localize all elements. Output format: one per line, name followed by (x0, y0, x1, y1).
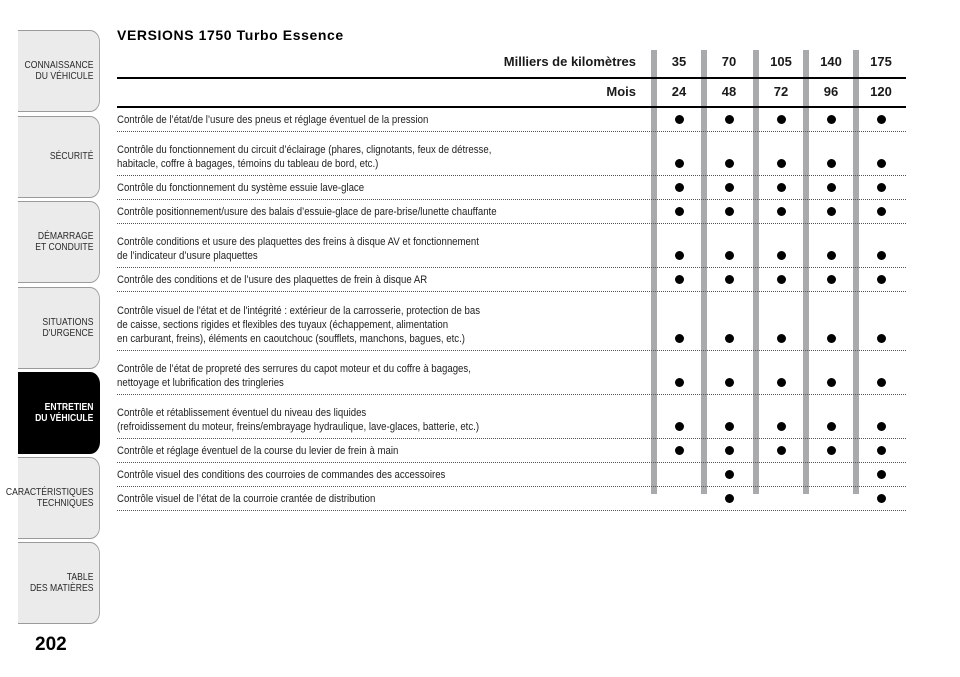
check-dot-icon (725, 378, 734, 387)
chapter-tab[interactable] (18, 201, 100, 283)
months-value: 48 (721, 84, 737, 99)
row-description (117, 492, 564, 506)
check-dot-icon (877, 422, 886, 431)
table-row (117, 291, 906, 350)
check-dot-icon (725, 334, 734, 343)
months-value: 72 (773, 84, 789, 99)
row-description-line: Contrôle et rétablissement éventuel du niveau des liquides (117, 407, 367, 419)
check-dot-icon (827, 334, 836, 343)
check-dot-icon (777, 207, 786, 216)
check-dot-icon (827, 207, 836, 216)
chapter-tab-label: D'URGENCE (42, 327, 94, 339)
chapter-tab-label: DU VÉHICULE (35, 412, 94, 424)
check-dot-icon (675, 159, 684, 168)
check-dot-icon (827, 378, 836, 387)
check-dot-icon (777, 251, 786, 260)
table-row (117, 175, 906, 199)
check-dot-icon (675, 115, 684, 124)
row-description-line: Contrôle visuel de l'état et de l'intégrité : extérieur de la carrosserie, protection de bas (117, 305, 481, 317)
table-row (117, 462, 906, 486)
check-dot-icon (675, 334, 684, 343)
check-dot-icon (675, 207, 684, 216)
chapter-tab[interactable] (18, 542, 100, 624)
row-description-line: Contrôle positionnement/usure des balais d’essuie-glace de pare-brise/lunette chauffante (117, 206, 497, 218)
chapter-tab[interactable] (18, 372, 100, 454)
check-dot-icon (827, 446, 836, 455)
check-dot-icon (725, 159, 734, 168)
page-number: 202 (35, 634, 67, 655)
check-dot-icon (675, 275, 684, 284)
header-km-label: Milliers de kilomètres (503, 54, 636, 69)
chapter-tab-label: SÉCURITÉ (49, 150, 94, 163)
check-dot-icon (725, 251, 734, 260)
chapter-tab-label: CARACTÉRISTIQUES (5, 485, 94, 498)
row-description (117, 143, 564, 171)
check-dot-icon (827, 159, 836, 168)
check-dot-icon (777, 115, 786, 124)
table-row (117, 199, 906, 223)
row-description (117, 304, 564, 346)
check-dot-icon (675, 422, 684, 431)
table-row (117, 394, 906, 438)
row-description (117, 235, 564, 263)
row-description (117, 468, 564, 482)
row-description-line: nettoyage et lubrification des tringleries (117, 377, 284, 389)
check-dot-icon (675, 251, 684, 260)
check-dot-icon (827, 422, 836, 431)
table-row (117, 267, 906, 291)
chapter-tab-label: ENTRETIEN (44, 400, 94, 413)
row-description-line: (refroidissement du moteur, freins/embrayage hydraulique, lave-glaces, batterie, etc.) (117, 421, 480, 433)
km-value: 35 (671, 54, 687, 69)
chapter-tab-label: DES MATIÈRES (29, 582, 94, 594)
row-description-line: Contrôle visuel des conditions des courroies de commandes des accessoires (117, 469, 446, 481)
row-description-line: Contrôle des conditions et de l’usure des plaquettes de frein à disque AR (117, 274, 428, 286)
chapter-tab-label: CONNAISSANCE (24, 58, 94, 71)
check-dot-icon (827, 183, 836, 192)
chapter-tab-label: DU VÉHICULE (35, 70, 94, 82)
check-dot-icon (877, 334, 886, 343)
header-km-row (117, 51, 906, 73)
check-dot-icon (877, 494, 886, 503)
table-title: VERSIONS 1750 Turbo Essence (117, 27, 344, 43)
row-description-line: Contrôle conditions et usure des plaquettes des freins à disque AV et fonctionnement (117, 236, 479, 248)
chapter-tab-label: TABLE (66, 570, 94, 583)
chapter-tab[interactable] (18, 116, 100, 198)
check-dot-icon (777, 422, 786, 431)
check-dot-icon (777, 183, 786, 192)
table-row (117, 350, 906, 394)
chapter-tab[interactable] (18, 30, 100, 112)
check-dot-icon (877, 115, 886, 124)
table-row (117, 131, 906, 175)
row-description (117, 113, 564, 127)
table-row (117, 438, 906, 462)
row-description-line: habitacle, coffre à bagages, témoins du tableau de bord, etc.) (117, 158, 379, 170)
row-description-line: en carburant, freins), éléments en caoutchouc (soufflets, manchons, bagues, etc.) (117, 333, 465, 345)
check-dot-icon (777, 159, 786, 168)
check-dot-icon (725, 470, 734, 479)
check-dot-icon (877, 183, 886, 192)
months-value: 120 (870, 84, 892, 99)
check-dot-icon (877, 159, 886, 168)
row-description (117, 181, 564, 195)
check-dot-icon (725, 207, 734, 216)
row-description-line: de caisse, sections rigides et flexibles des tuyaux (échappement, alimentation (117, 319, 449, 331)
check-dot-icon (877, 446, 886, 455)
km-value: 70 (721, 54, 737, 69)
months-value: 24 (671, 84, 687, 99)
chapter-tab-label: SITUATIONS (42, 315, 94, 328)
check-dot-icon (777, 378, 786, 387)
row-description (117, 444, 564, 458)
row-description-line: de l’indicateur d’usure plaquettes (117, 250, 258, 262)
check-dot-icon (777, 334, 786, 343)
check-dot-icon (675, 183, 684, 192)
check-dot-icon (777, 275, 786, 284)
check-dot-icon (827, 275, 836, 284)
row-divider (117, 510, 906, 511)
check-dot-icon (725, 275, 734, 284)
row-description-line: Contrôle et réglage éventuel de la course du levier de frein à main (117, 445, 399, 457)
km-value: 140 (820, 54, 842, 69)
check-dot-icon (877, 207, 886, 216)
check-dot-icon (827, 251, 836, 260)
table-row (117, 107, 906, 131)
row-description-line: Contrôle du fonctionnement du système essuie lave-glace (117, 182, 365, 194)
check-dot-icon (675, 446, 684, 455)
header-months-label: Mois (606, 84, 636, 99)
months-value: 96 (823, 84, 839, 99)
row-description (117, 273, 564, 287)
header-months-row (117, 81, 906, 103)
row-description-line: Contrôle visuel de l’état de la courroie crantée de distribution (117, 493, 376, 505)
chapter-sidebar (0, 0, 102, 677)
check-dot-icon (777, 446, 786, 455)
chapter-tab-label: ET CONDUITE (35, 241, 94, 253)
check-dot-icon (827, 115, 836, 124)
km-value: 105 (770, 54, 792, 69)
check-dot-icon (725, 446, 734, 455)
row-description (117, 362, 564, 390)
chapter-tab[interactable] (5, 457, 100, 539)
chapter-tab-label: TECHNIQUES (36, 497, 94, 509)
km-value: 175 (870, 54, 892, 69)
row-description-line: Contrôle de l’état/de l’usure des pneus et réglage éventuel de la pression (117, 114, 429, 126)
row-description-line: Contrôle du fonctionnement du circuit d’éclairage (phares, clignotants, feux de détresse, (117, 144, 492, 156)
table-row (117, 223, 906, 267)
check-dot-icon (877, 378, 886, 387)
check-dot-icon (877, 275, 886, 284)
check-dot-icon (725, 115, 734, 124)
table-row (117, 486, 906, 510)
check-dot-icon (675, 378, 684, 387)
check-dot-icon (725, 422, 734, 431)
chapter-tab-label: DÉMARRAGE (37, 229, 94, 242)
row-description (117, 205, 564, 219)
check-dot-icon (725, 183, 734, 192)
row-description (117, 406, 564, 434)
check-dot-icon (725, 494, 734, 503)
header-divider-1 (117, 77, 906, 79)
check-dot-icon (877, 251, 886, 260)
chapter-tab[interactable] (18, 287, 100, 369)
check-dot-icon (877, 470, 886, 479)
row-description-line: Contrôle de l’état de propreté des serrures du capot moteur et du coffre à bagages, (117, 363, 471, 375)
